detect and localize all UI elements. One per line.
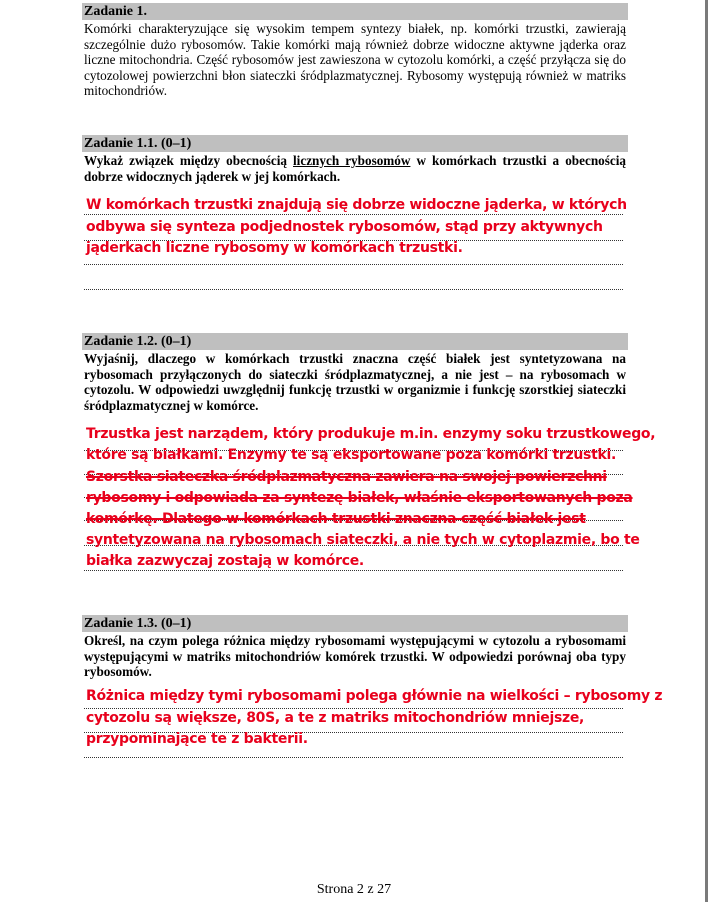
task3-answer-line1: Różnica między tymi rybosomami polega głównie na wielkości – rybosomy z xyxy=(86,688,663,704)
answer-line xyxy=(84,289,623,290)
task1-question xyxy=(84,153,626,184)
task3-answer-line3: przypominające te z bakterii. xyxy=(86,731,308,747)
task1-answer-line1: W komórkach trzustki znajdują się dobrze widoczne jąderka, w których xyxy=(86,197,627,213)
task1-answer-line3: jąderkach liczne rybosomy w komórkach trzustki. xyxy=(86,240,463,256)
task3-answer-line2: cytozolu są większe, 80S, a te z matriks mitochondriów mniejsze, xyxy=(86,710,585,726)
intro-title: Zadanie 1. xyxy=(82,3,628,20)
task3-title: Zadanie 1.3. (0–1) xyxy=(82,615,628,632)
task1-answer-line2: odbywa się synteza podjednostek rybosomów, stąd przy aktywnych xyxy=(86,219,603,235)
task2-title: Zadanie 1.2. (0–1) xyxy=(82,333,628,350)
answer-line xyxy=(84,264,623,265)
task2-answer-struck-line2: rybosomy i odpowiada za syntezę białek, właśnie eksportowanych poza xyxy=(86,490,633,506)
task2-question: Wyjaśnij, dlaczego w komórkach trzustki znaczna część białek jest syntetyzowana na rybosomach przyłączonych do siateczki śródplazmatycznej, a nie jest – na rybosomach w cytozolu. W odpowiedzi uwzględnij funkcję trzustki w organizmie i funkcję szorstkiej siateczki śródplazmatycznej w komórce. xyxy=(84,351,626,413)
task2-answer-line2: które są białkami. Enzymy te są eksportowane poza komórki trzustki. xyxy=(86,447,616,463)
intro-text: Komórki charakteryzujące się wysokim tempem syntezy białek, np. komórki trzustki, zawierają szczególnie dużo rybosomów. Takie komórki mają również dobrze widoczne aktywne jąderka oraz liczne mitochondria. Część rybosomów jest zawieszona w cytozolu komórki, a część przyłącza się do cytozolowej powierzchni błon siateczki śródplazmatycznej. Rybosomy występują również w matriks mitochondriów. xyxy=(84,21,626,98)
answer-line xyxy=(84,570,623,571)
page-number: Strona 2 z 27 xyxy=(316,882,392,897)
task1-question-underlined: licznych rybosomów xyxy=(293,153,411,168)
answer-line xyxy=(84,214,623,215)
task2-answer-struck-line3: komórkę. Dlatego w komórkach trzustki znaczna część białek jest xyxy=(86,511,586,527)
task2-answer-line1: Trzustka jest narządem, który produkuje m.in. enzymy soku trzustkowego, xyxy=(86,426,656,442)
task2-answer-struck-line1: Szorstka siateczka śródplazmatyczna zawiera na swojej powierzchni xyxy=(86,469,607,485)
task2-answer-line4: białka zazwyczaj zostają w komórce. xyxy=(86,553,364,569)
task1-title: Zadanie 1.1. (0–1) xyxy=(82,135,628,152)
task3-question: Określ, na czym polega różnica między rybosomami występującymi w cytozolu a rybosomami występującymi w matriks mitochondriów komórek trzustki. W odpowiedzi porównaj oba typy rybosomów. xyxy=(84,633,626,679)
task1-question-part1: Wykaż związek między obecnością xyxy=(84,153,294,168)
answer-line xyxy=(84,757,623,758)
answer-line xyxy=(84,708,623,709)
task2-answer-line3: syntetyzowana na rybosomach siateczki, a nie tych w cytoplazmie, bo te xyxy=(86,532,640,548)
task1-question-part2: w komórkach trzustki a obecnością dobrze widocznych jąderek w jej komórkach. xyxy=(84,153,626,184)
